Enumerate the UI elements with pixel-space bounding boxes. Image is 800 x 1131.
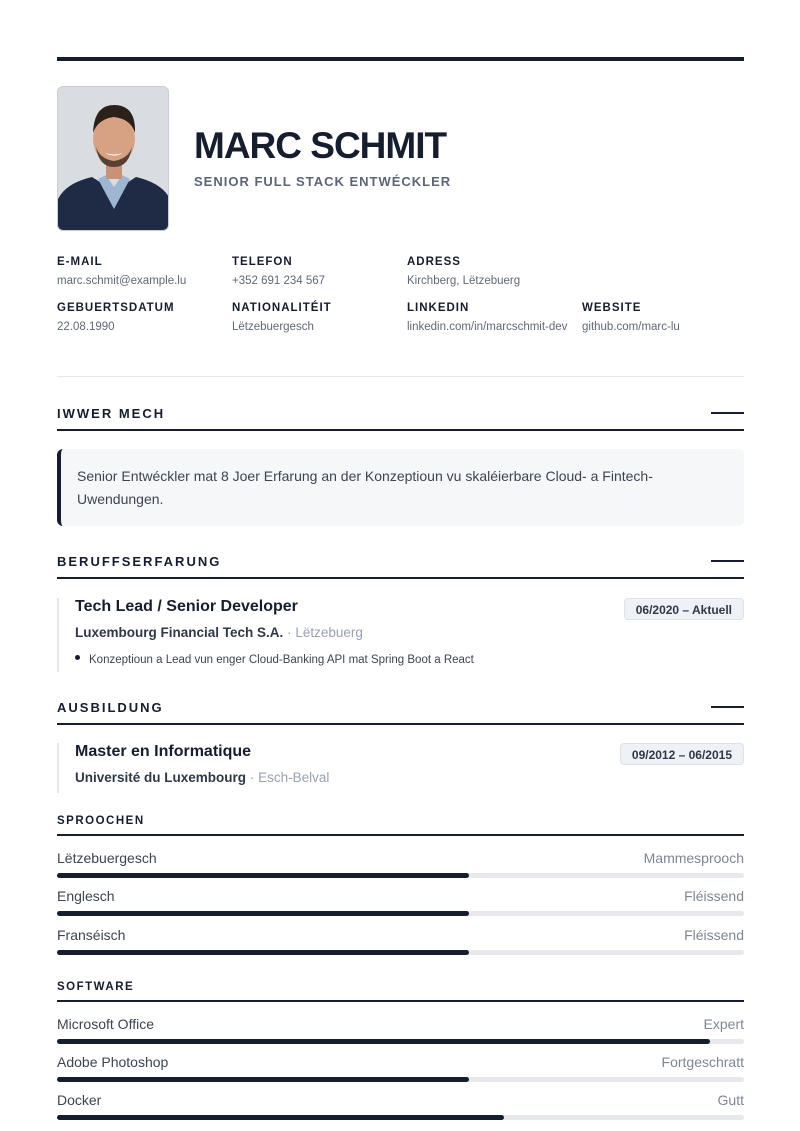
contact-label: GEBUERTSDATUM [57,302,175,314]
skill-fill [57,1077,469,1082]
skill-name: Adobe Photoshop [57,1054,169,1070]
contact-label: E-MAIL [57,256,103,268]
skill-name: Microsoft Office [57,1016,154,1032]
skill-track [57,1039,744,1044]
language-row [57,927,744,957]
linkedin-link[interactable]: linkedin.com/in/marcschmit-dev [407,321,568,333]
skill-track [57,1077,744,1082]
section-header-languages [57,815,744,836]
contact-linkedin [407,302,572,335]
skill-track [57,1115,744,1120]
skill-level: Expert [703,1016,744,1032]
bullet-item [75,654,474,666]
section-title: SOFTWARE [57,981,135,993]
nationality-value: Lëtzebuergesch [232,321,314,333]
section-header-software [57,981,744,1002]
website-link[interactable]: github.com/marc-lu [582,321,680,333]
language-row [57,888,744,918]
software-row [57,1016,744,1046]
contact-nationality [232,302,402,335]
skill-level: Fléissend [684,927,744,943]
entry-title: Tech Lead / Senior Developer [75,598,298,615]
skill-fill [57,911,469,916]
contact-label: WEBSITE [582,302,642,314]
skill-level: Gutt [717,1092,744,1108]
contact-website [582,302,752,335]
section-title: AUSBILDUNG [57,700,164,715]
contact-label: ADRESS [407,256,461,268]
contact-label: LINKEDIN [407,302,470,314]
entry-title: Master en Informatique [75,743,252,760]
section-dash [711,412,744,414]
date-badge: 09/2012 – 06/2015 [620,743,744,765]
section-title: BERUFFSERFARUNG [57,554,222,569]
skill-fill [57,873,469,878]
person-portrait-icon [58,87,169,231]
software-row [57,1092,744,1122]
section-header-experience [57,549,744,579]
contact-phone [232,256,402,289]
skill-name: Lëtzebuergesch [57,850,157,866]
skill-track [57,911,744,916]
skill-track [57,873,744,878]
birthdate-value: 22.08.1990 [57,321,115,333]
bullet-text: Konzeptioun a Lead vun enger Cloud-Banking API mat Spring Boot a React [89,654,474,666]
section-title: IWWER MECH [57,406,166,421]
profile-photo [57,86,169,231]
section-dash [711,560,744,562]
company-name: Luxembourg Financial Tech S.A. [75,625,284,640]
school-location: Esch-Belval [258,770,330,785]
top-rule [57,57,744,61]
section-header-education [57,695,744,725]
entry-organization [75,625,363,640]
skill-track [57,950,744,955]
phone-value[interactable]: +352 691 234 567 [232,275,326,287]
date-badge: 06/2020 – Aktuell [624,598,744,620]
contact-email [57,256,227,289]
education-entry [57,743,744,793]
bullet-icon [75,655,80,660]
skill-name: Englesch [57,888,115,904]
skill-level: Mammesprooch [643,850,744,866]
contact-birthdate [57,302,227,335]
skill-level: Fléissend [684,888,744,904]
profile-summary [57,449,744,526]
address-value: Kirchberg, Lëtzebuerg [407,275,521,287]
candidate-name: MARC SCHMIT [194,125,447,166]
skill-level: Fortgeschratt [661,1054,744,1070]
section-title: SPROOCHEN [57,815,145,827]
profile-text: Senior Entwéckler mat 8 Joer Erfarung an der Konzeptioun vu skaléierbare Cloud- a Fintech-Uwendungen. [77,468,653,507]
skill-fill [57,1039,710,1044]
company-location: Lëtzebuerg [295,625,363,640]
contact-address [407,256,577,289]
entry-organization [75,770,329,785]
section-dash [711,706,744,708]
skill-fill [57,1115,504,1120]
separator-dot: · [287,625,292,640]
email-value[interactable]: marc.schmit@example.lu [57,275,187,287]
section-header-profile [57,401,744,431]
school-name: Université du Luxembourg [75,770,247,785]
skill-fill [57,950,469,955]
skill-name: Docker [57,1092,102,1108]
job-title: SENIOR FULL STACK ENTWÉCKLER [194,174,452,189]
contact-label: TELEFON [232,256,293,268]
language-row [57,850,744,880]
software-row [57,1054,744,1084]
contact-label: NATIONALITÉIT [232,302,332,314]
separator-dot: · [249,770,255,785]
skill-name: Franséisch [57,927,126,943]
divider [57,376,744,377]
experience-entry [57,598,744,672]
